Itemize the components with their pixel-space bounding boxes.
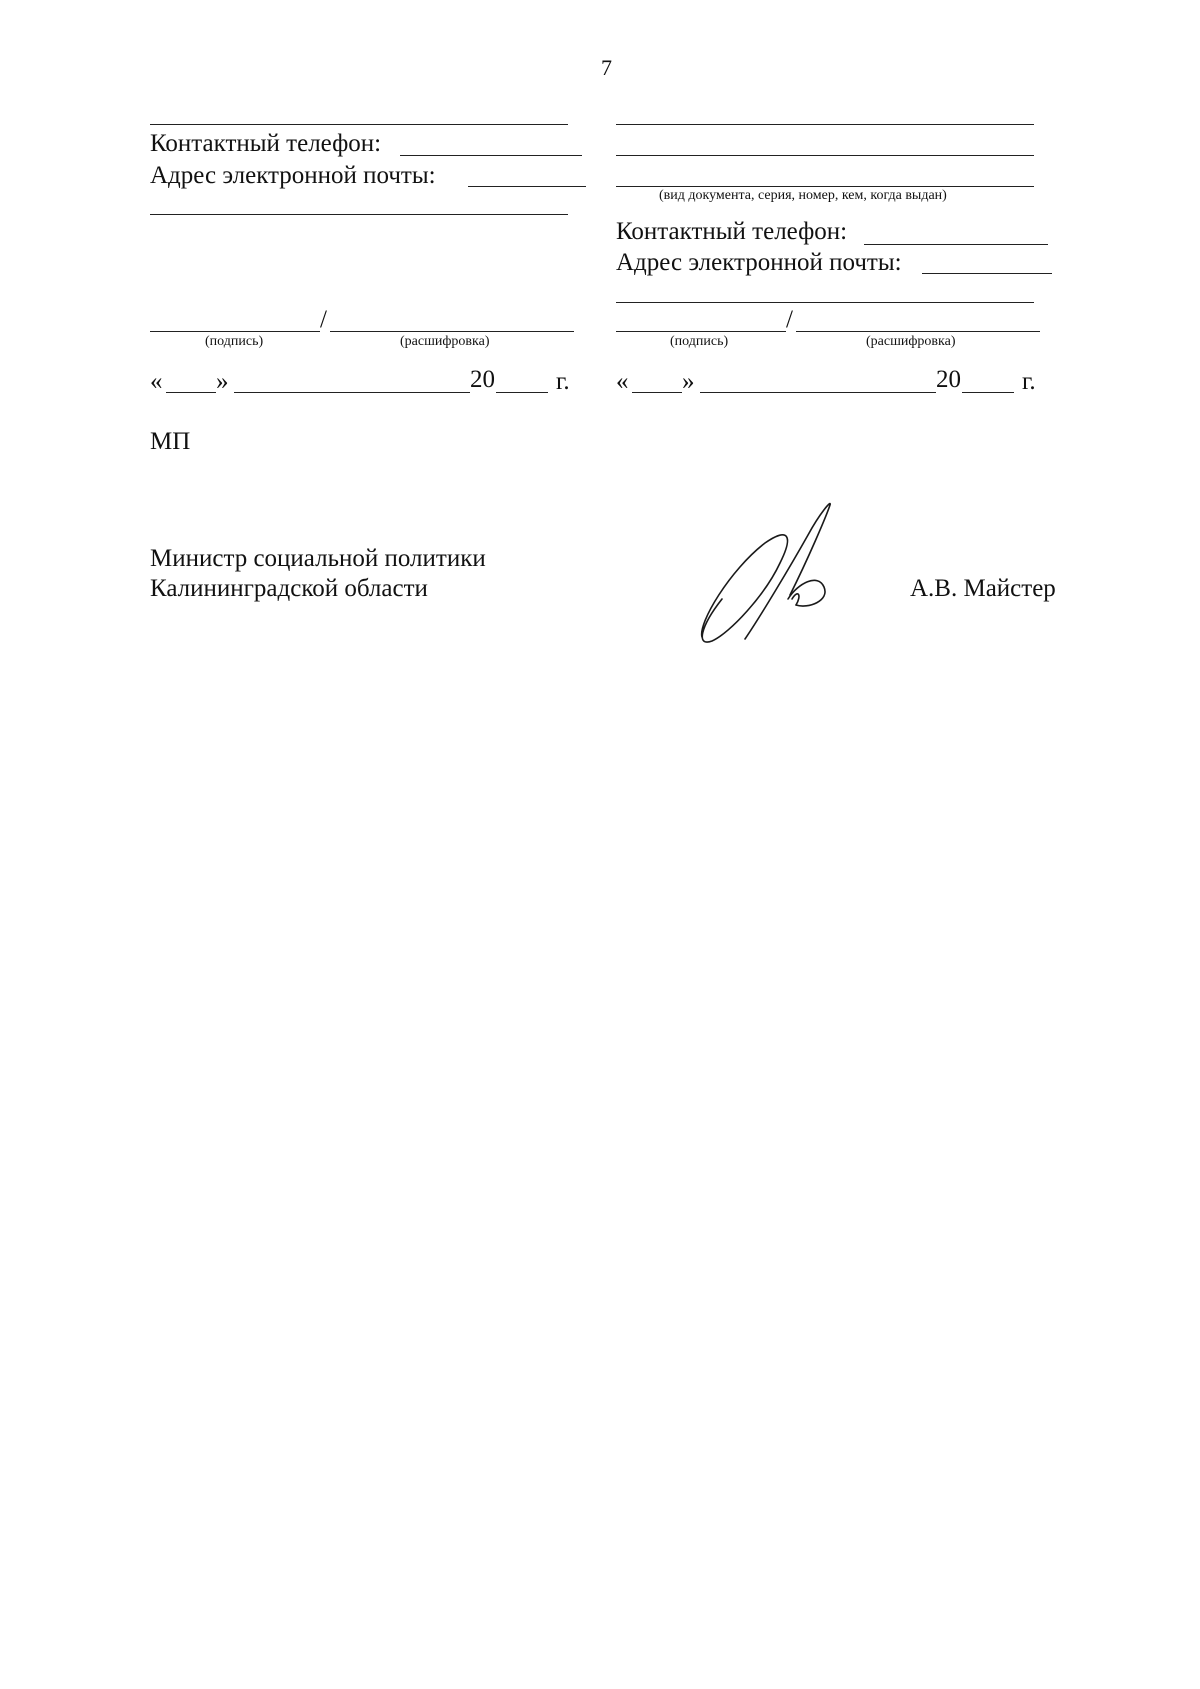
left-date-open-quote: « [150, 368, 163, 395]
right-date-month-line[interactable] [700, 392, 936, 393]
right-email-label: Адрес электронной почты: [616, 249, 902, 276]
left-date-day-line[interactable] [166, 392, 216, 393]
signatory-name: А.В. Майстер [910, 575, 1056, 602]
right-date-day-line[interactable] [632, 392, 682, 393]
right-document-line-3[interactable] [616, 186, 1034, 187]
right-phone-label: Контактный телефон: [616, 218, 848, 245]
handwritten-signature [690, 495, 850, 655]
left-date-close-quote: » [216, 368, 229, 395]
right-date-open-quote: « [616, 368, 629, 395]
left-email-label: Адрес электронной почты: [150, 162, 436, 189]
left-email-field-line[interactable] [468, 186, 586, 187]
left-phone-label: Контактный телефон: [150, 130, 382, 157]
left-phone-field-line[interactable] [400, 155, 582, 156]
right-signature-caption: (подпись) [670, 334, 729, 349]
right-date-year-suffix: г. [1022, 368, 1036, 395]
left-decoding-line[interactable] [330, 331, 574, 332]
signatory-position-line2: Калининградской области [150, 575, 428, 602]
right-document-line-2[interactable] [616, 155, 1034, 156]
right-slash: / [786, 306, 793, 333]
right-phone-field-line[interactable] [864, 244, 1048, 245]
left-email-field-line-2[interactable] [150, 214, 568, 215]
right-email-field-line-2[interactable] [616, 302, 1034, 303]
left-date-year-prefix: 20 [470, 366, 495, 393]
right-decoding-caption: (расшифровка) [866, 334, 956, 349]
left-date-month-line[interactable] [234, 392, 470, 393]
left-date-year-suffix: г. [556, 368, 570, 395]
right-signature-line[interactable] [616, 331, 786, 332]
left-signature-line[interactable] [150, 331, 320, 332]
signatory-position-line1: Министр социальной политики [150, 545, 486, 572]
right-decoding-line[interactable] [796, 331, 1040, 332]
stamp-label: МП [150, 428, 191, 455]
right-date-close-quote: » [682, 368, 695, 395]
left-slash: / [320, 306, 327, 333]
left-decoding-caption: (расшифровка) [400, 334, 490, 349]
left-blank-line-top [150, 124, 568, 125]
right-date-year-prefix: 20 [936, 366, 961, 393]
right-date-year-line[interactable] [962, 392, 1014, 393]
left-signature-caption: (подпись) [205, 334, 264, 349]
page-number: 7 [601, 55, 612, 80]
left-date-year-line[interactable] [496, 392, 548, 393]
right-document-caption: (вид документа, серия, номер, кем, когда выдан) [659, 188, 947, 203]
right-email-field-line[interactable] [922, 273, 1052, 274]
right-document-line-1[interactable] [616, 124, 1034, 125]
